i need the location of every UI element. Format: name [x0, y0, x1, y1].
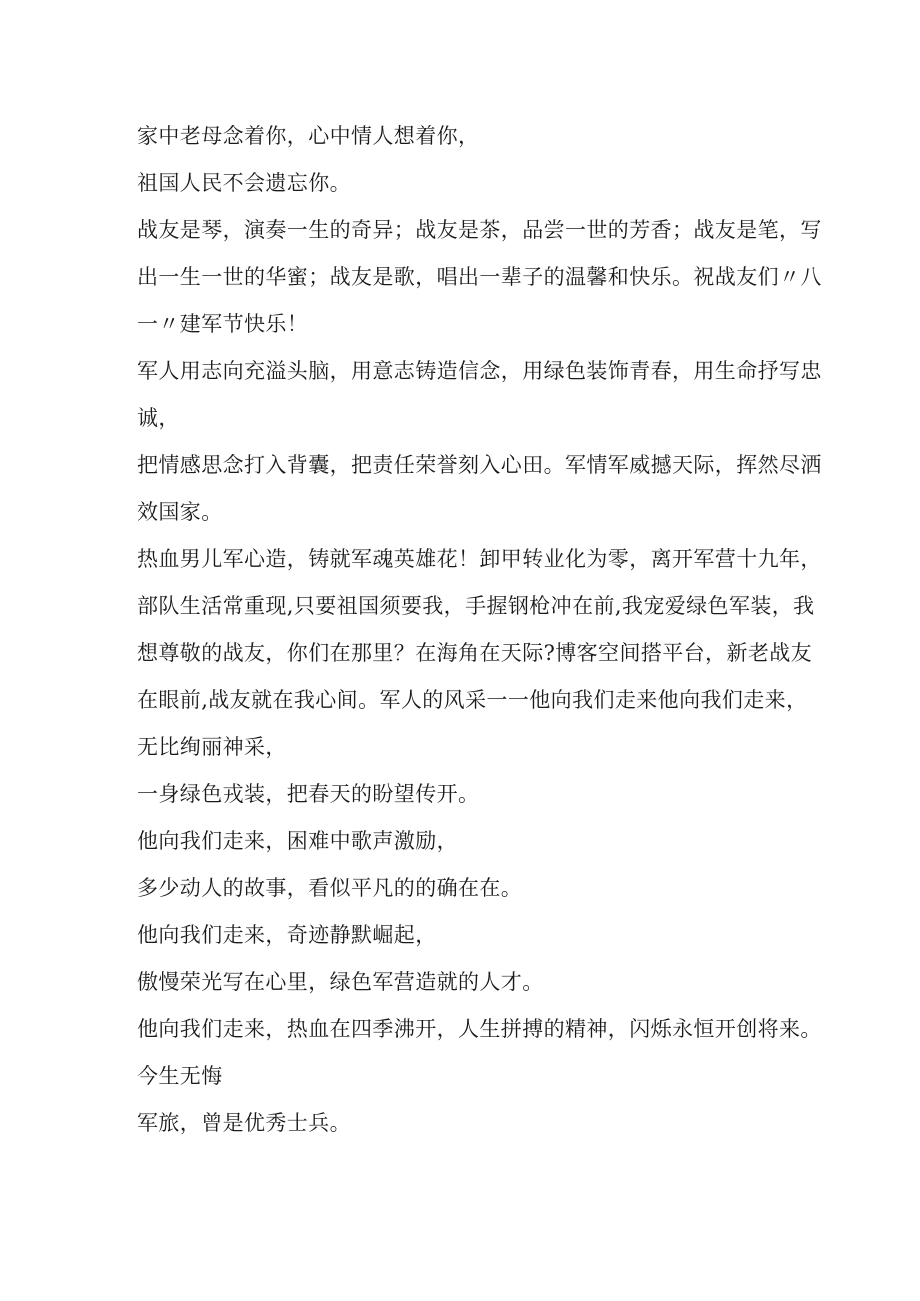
text-line: 把情感思念打入背囊，把责任荣誉刻入心田。军情军威撼天际，挥然尽洒	[137, 453, 822, 477]
text-line: 诚，	[137, 406, 180, 430]
document-body	[137, 113, 822, 1147]
text-line: 战友是琴，演奏一生的奇异；战友是茶，品尝一世的芳香；战友是笔，写	[137, 218, 822, 242]
text-line: 部队生活常重现,只要祖国须要我，手握钢枪冲在前,我宠爱绿色军装，我	[137, 594, 815, 618]
text-line: 傲慢荣光写在心里，绿色军营造就的人才。	[137, 970, 544, 994]
text-line: 热血男儿军心造，铸就军魂英雄花！卸甲转业化为零，离开军营十九年，	[137, 547, 822, 571]
text-line: 无比绚丽神采，	[137, 735, 287, 759]
text-line: 多少动人的故事，看似平凡的的确在在。	[137, 876, 523, 900]
text-line: 家中老母念着你，心中情人想着你，	[137, 124, 480, 148]
text-line: 军旅，曾是优秀士兵。	[137, 1111, 351, 1135]
text-line: 一身绿色戎装，把春天的盼望传开。	[137, 782, 480, 806]
text-line: 祖国人民不会遗忘你。	[137, 171, 351, 195]
text-line: 效国家。	[137, 500, 223, 524]
text-line: 想尊敬的战友，你们在那里？在海角在天际?博客空间搭平台，新老战友	[137, 641, 813, 665]
text-line: 在眼前,战友就在我心间。军人的风采一一他向我们走来他向我们走来，	[137, 688, 808, 712]
text-line: 今生无悔	[137, 1064, 223, 1088]
text-line: 出一生一世的华蜜；战友是歌，唱出一辈子的温馨和快乐。祝战友们〃八	[137, 265, 822, 289]
text-line: 他向我们走来，困难中歌声激励，	[137, 829, 458, 853]
text-line: 一〃建军节快乐！	[137, 312, 309, 336]
text-line: 他向我们走来，热血在四季沸开，人生拼搏的精神，闪烁永恒开创将来。	[137, 1017, 822, 1041]
text-line: 他向我们走来，奇迹静默崛起，	[137, 923, 437, 947]
text-line: 军人用志向充溢头脑，用意志铸造信念，用绿色装饰青春，用生命抒写忠	[137, 359, 822, 383]
